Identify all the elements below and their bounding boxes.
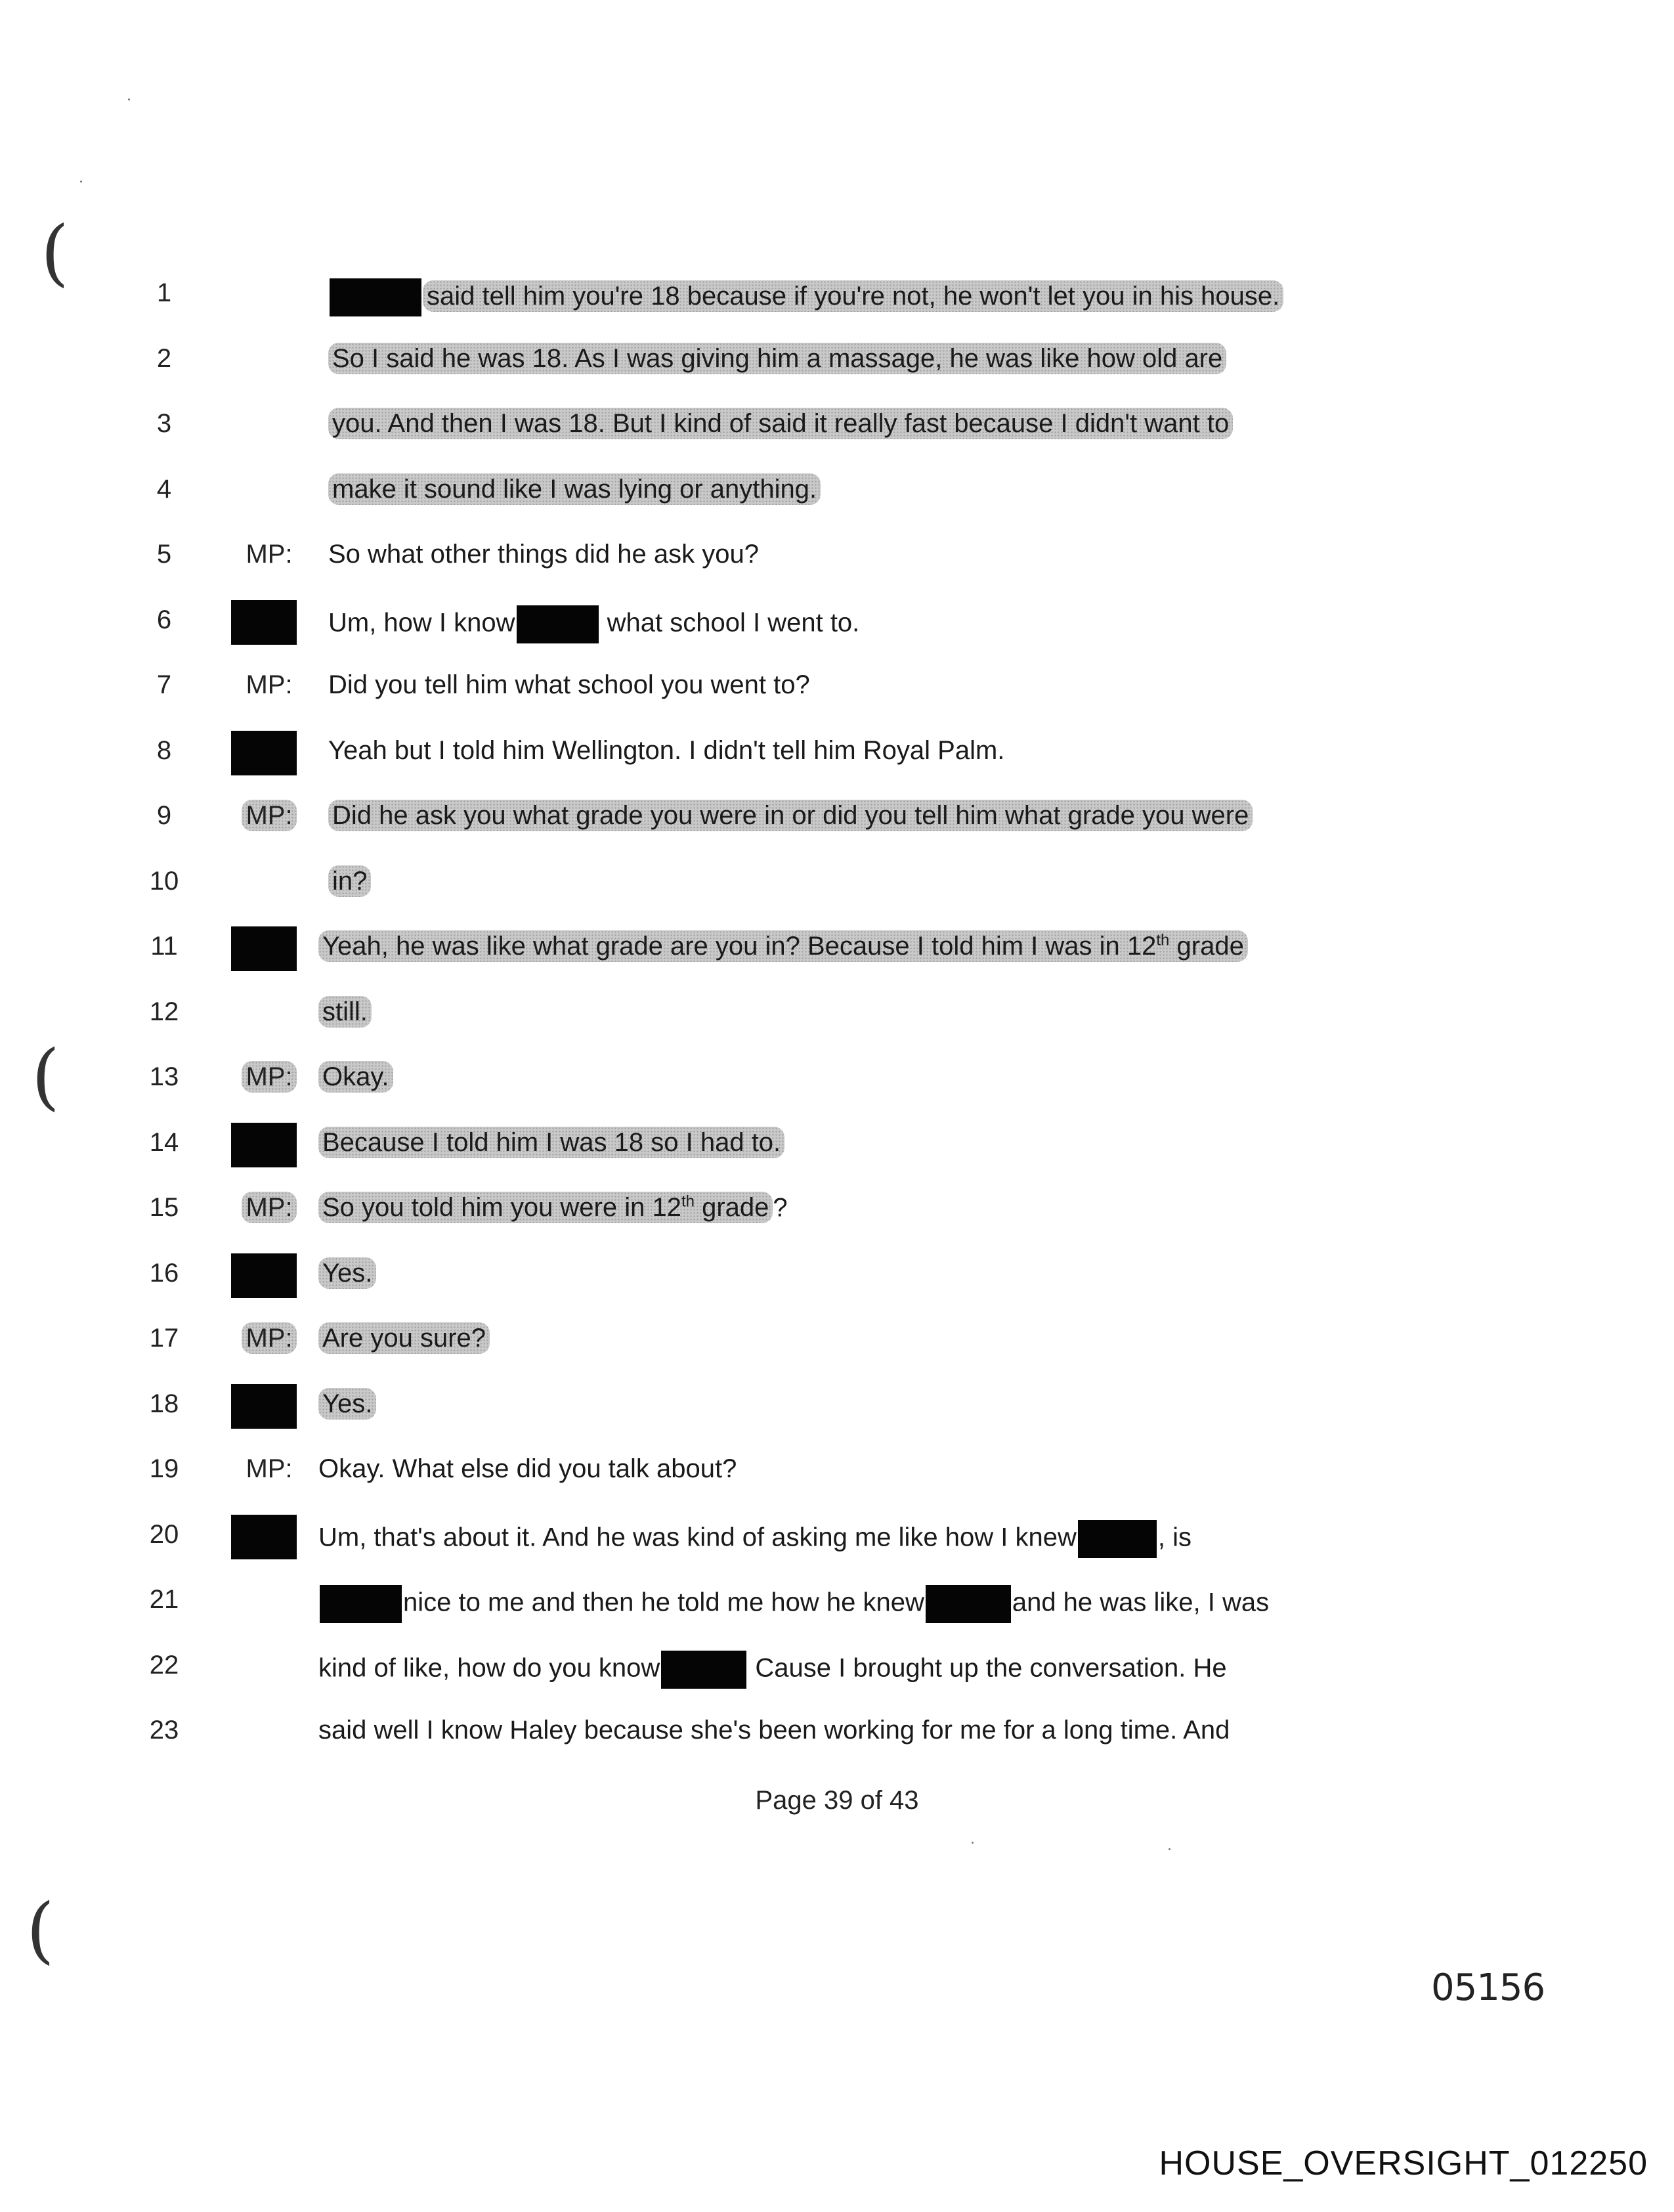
redacted-speaker (231, 731, 297, 775)
line-text (318, 1128, 784, 1158)
transcript-line (0, 1314, 1674, 1380)
text-segment: grade (1169, 932, 1244, 961)
transcript-line (0, 1249, 1674, 1315)
stamp-number: 05156 (1431, 1966, 1545, 2009)
redaction-block (320, 1585, 402, 1623)
redacted-speaker (231, 1515, 297, 1559)
line-number: 22 (149, 1650, 179, 1680)
text-segment: grade (695, 1193, 769, 1223)
page-number: Page 39 of 43 (755, 1786, 919, 1815)
redacted-speaker (231, 1253, 297, 1298)
text-segment: So what other things did he ask you? (328, 540, 759, 569)
text-segment: in? (332, 866, 368, 896)
transcript-line (0, 400, 1674, 466)
superscript: th (681, 1193, 695, 1211)
line-number: 14 (149, 1127, 179, 1157)
line-text (318, 1651, 1227, 1689)
redacted-speaker (231, 600, 297, 645)
margin-bracket-mark: ( (41, 210, 69, 294)
redaction-block (661, 1651, 746, 1689)
line-text (318, 1324, 490, 1353)
transcript-line (0, 661, 1674, 727)
line-text (328, 670, 810, 700)
transcript-line (0, 1380, 1674, 1446)
scan-speck (972, 1842, 974, 1844)
transcript-line (0, 1445, 1674, 1511)
line-text (328, 344, 1226, 374)
transcript-line (0, 1184, 1674, 1249)
text-segment: So I said he was 18. As I was giving him a massage, he was like how old are (332, 343, 1223, 373)
line-number: 3 (156, 409, 172, 438)
redacted-speaker (231, 1123, 297, 1167)
redaction-block (517, 605, 599, 643)
scan-speck (128, 98, 130, 100)
transcript-line (0, 1053, 1674, 1119)
line-number: 16 (149, 1258, 179, 1288)
text-segment: Yes. (322, 1389, 373, 1418)
line-text (318, 1585, 1269, 1623)
line-number: 2 (156, 343, 172, 373)
text-segment: ? (773, 1193, 788, 1223)
line-text (328, 409, 1233, 439)
line-text (318, 1520, 1191, 1558)
transcript-line (0, 922, 1674, 988)
scan-speck (80, 181, 82, 183)
line-number: 19 (149, 1454, 179, 1483)
line-number: 7 (156, 670, 172, 699)
line-number: 4 (156, 474, 172, 504)
text-segment: Okay. (322, 1062, 389, 1091)
text-segment: Yeah, he was like what grade are you in? Because I told him I was in 12 (322, 932, 1157, 961)
transcript-line (0, 335, 1674, 401)
text-segment: Um, that's about it. And he was kind of asking me like how I knew (318, 1523, 1077, 1552)
line-text (318, 1259, 376, 1288)
text-segment: Cause I brought up the conversation. He (748, 1653, 1227, 1683)
speaker-label: MP: (226, 1062, 312, 1092)
line-number: 18 (149, 1389, 179, 1418)
line-number: 10 (149, 866, 179, 896)
text-segment: what school I went to. (599, 608, 860, 638)
scan-speck (1169, 1848, 1170, 1850)
line-text (318, 997, 372, 1027)
text-segment: Are you sure? (322, 1324, 486, 1353)
line-number: 17 (149, 1324, 179, 1353)
text-segment: Um, how I know (328, 608, 515, 638)
margin-bracket-mark: ( (26, 1888, 54, 1972)
line-number: 6 (156, 605, 172, 634)
text-segment: said tell him you're 18 because if you're not, he won't let you in his house. (427, 281, 1280, 311)
line-text (328, 801, 1253, 831)
line-number: 12 (149, 997, 179, 1026)
speaker-label: MP: (226, 801, 312, 831)
line-text (328, 605, 859, 643)
line-text (318, 1454, 737, 1484)
text-segment: still. (322, 997, 368, 1026)
text-segment: , is (1157, 1523, 1192, 1552)
transcript-line (0, 1119, 1674, 1184)
text-segment: So you told him you were in 12 (322, 1193, 681, 1223)
line-text (318, 1062, 393, 1092)
transcript-line (0, 531, 1674, 596)
transcript-line (0, 596, 1674, 662)
transcript-line (0, 727, 1674, 792)
text-segment: and he was like, I was (1012, 1588, 1270, 1617)
line-number: 13 (149, 1062, 179, 1091)
transcript-line (0, 1641, 1674, 1707)
text-segment: Did you tell him what school you went to? (328, 670, 810, 699)
line-number: 9 (156, 801, 172, 830)
line-number: 5 (156, 540, 172, 569)
line-number: 11 (150, 932, 178, 961)
line-text (318, 1193, 788, 1223)
text-segment: said well I know Haley because she's been working for me for a long time. And (318, 1716, 1230, 1745)
speaker-label: MP: (226, 1324, 312, 1353)
line-text (318, 1716, 1230, 1745)
text-segment: Because I told him I was 18 so I had to. (322, 1127, 781, 1157)
transcript-line (0, 269, 1674, 335)
text-segment: kind of like, how do you know (318, 1653, 660, 1683)
line-text (328, 475, 821, 504)
speaker-label: MP: (226, 1193, 312, 1223)
redaction-block (1078, 1520, 1157, 1558)
text-segment: nice to me and then he told me how he knew (403, 1588, 924, 1617)
text-segment: Yeah but I told him Wellington. I didn't tell him Royal Palm. (328, 735, 1005, 765)
transcript-line (0, 857, 1674, 923)
speaker-label: MP: (246, 670, 293, 699)
line-number: 15 (149, 1193, 179, 1222)
line-number: 21 (149, 1585, 179, 1614)
text-segment: Yes. (322, 1258, 373, 1288)
line-text (328, 540, 759, 569)
text-segment: you. And then I was 18. But I kind of said it really fast because I didn't want to (332, 409, 1230, 438)
transcript-line (0, 1706, 1674, 1772)
transcript-line (0, 1511, 1674, 1576)
margin-bracket-mark: ( (32, 1034, 60, 1118)
text-segment: Okay. What else did you talk about? (318, 1454, 737, 1483)
line-number: 20 (149, 1519, 179, 1549)
text-segment: make it sound like I was lying or anything. (332, 474, 817, 504)
line-number: 8 (156, 735, 172, 765)
redacted-speaker (231, 926, 297, 971)
speaker-label: MP: (246, 1454, 293, 1483)
transcript-line (0, 466, 1674, 531)
transcript-line (0, 792, 1674, 857)
transcript-line (0, 988, 1674, 1054)
line-text (318, 1389, 376, 1419)
bates-number: HOUSE_OVERSIGHT_012250 (1159, 2144, 1648, 2182)
redacted-speaker (231, 1384, 297, 1429)
redaction-block (926, 1585, 1011, 1623)
line-text (328, 736, 1004, 766)
transcript-line (0, 1576, 1674, 1641)
line-text (328, 278, 1283, 316)
line-text (318, 932, 1248, 961)
redaction-block (330, 278, 421, 316)
line-number: 23 (149, 1716, 179, 1745)
speaker-label: MP: (246, 540, 293, 569)
line-number: 1 (156, 278, 172, 307)
superscript: th (1156, 932, 1170, 949)
line-text (328, 867, 371, 896)
text-segment: Did he ask you what grade you were in or did you tell him what grade you were (332, 801, 1249, 830)
